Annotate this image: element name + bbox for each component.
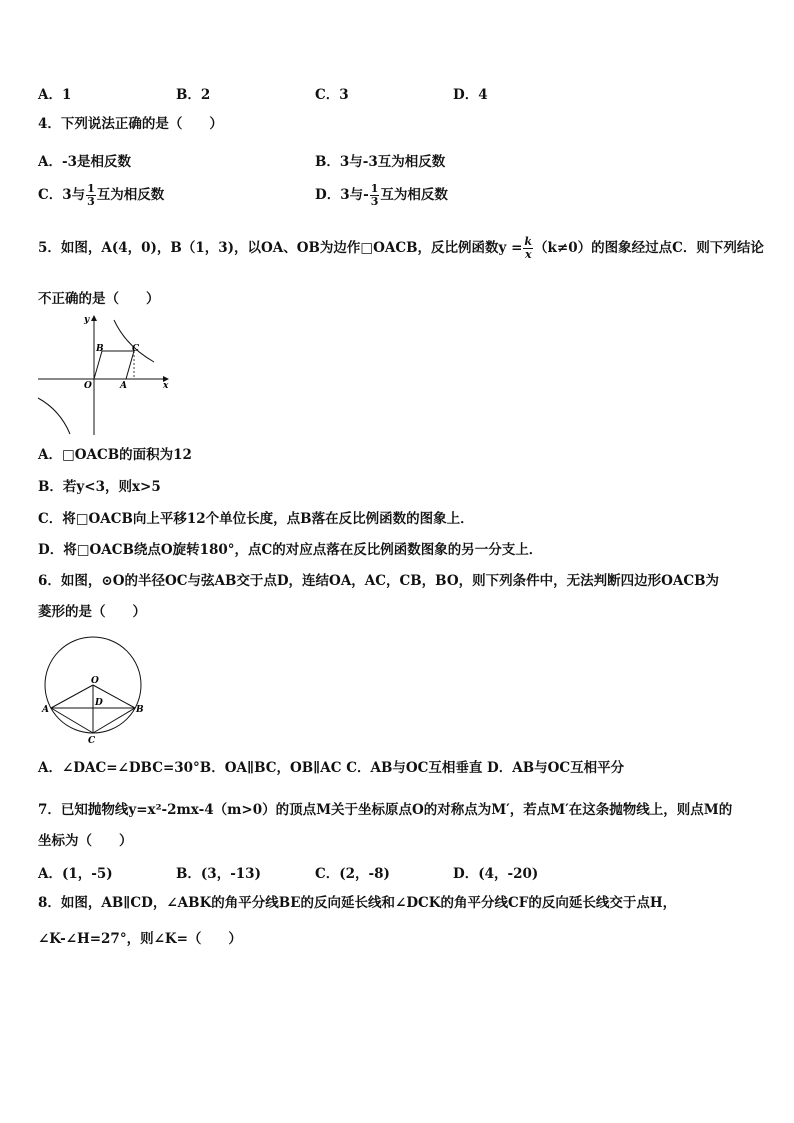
q4-option-d: D．3与- $\frac{1}{3}$ 互为相反数 [315,182,448,208]
q5-label-b: B [96,344,104,354]
q5-label-a: A [120,381,127,391]
q5-label-x: x [163,381,169,391]
q5-option-c: C．将□OACB向上平移12个单位长度，点B落在反比例函数的图象上． [38,511,474,527]
q7-option-d: D．(4，-20) [453,866,539,882]
q4-option-c: C．3与 $\frac{1}{3}$ 互为相反数 [38,182,165,208]
q6-segment-bc [93,708,135,733]
q5-hyperbola-branch-2 [38,398,70,434]
q6-stem-line2: 菱形的是（ ） [38,604,146,620]
q3-option-d: D．4 [453,87,488,103]
q5-label-o: O [84,381,92,391]
q6-options: A．∠DAC=∠DBC=30°B．OA∥BC，OB∥AC C．AB与OC互相垂直 D．AB与OC互相平分 [38,760,625,776]
q5-figure [30,310,180,440]
q6-stem-line1: 6．如图，⊙O的半径OC与弦AB交于点D，连结OA，AC，CB，BO，则下列条件中，无法判断四边形OACB为 [38,573,719,589]
q5-option-d: D．将□OACB绕点O旋转180°，点C的对应点落在反比例函数图象的另一分支上． [38,542,543,558]
q3-option-b: B．2 [176,87,211,103]
q6-label-c: C [88,736,96,745]
q7-stem-line2: 坐标为（ ） [38,833,133,849]
q5-stem-line2: 不正确的是（ ） [38,291,160,307]
q6-label-a: A [42,705,49,715]
q5-option-a: A．□OACB的面积为12 [38,447,192,463]
q5-option-b: B．若y<3，则x>5 [38,479,161,495]
q6-figure [38,630,148,745]
q3-option-a: A．1 [38,87,72,103]
q8-stem-line2: ∠K-∠H=27°，则∠K=（ ） [38,931,242,947]
q4-stem: 4．下列说法正确的是（ ） [38,116,223,132]
q3-option-c: C．3 [315,87,349,103]
q5-label-c: C [132,344,140,354]
q8-stem-line1: 8．如图，AB∥CD，∠ABK的角平分线BE的反向延长线和∠DCK的角平分线CF的反向延长线交于点H， [38,895,677,911]
q6-label-b: B [136,705,144,715]
q5-stem: 5．如图，A(4，0)，B（1，3)，以OA、OB为边作□OACB，反比例函数y = $\frac{k}{x}$ （k≠0）的图象经过点C．则下列结论 [38,235,764,261]
q5-label-y: y [84,315,90,325]
q6-label-o: O [91,676,99,686]
q7-option-a: A．(1，-5) [38,866,113,882]
q4-option-b: B．3与-3互为相反数 [315,154,446,170]
q6-segment-ac [51,708,93,733]
q4-option-a: A．-3是相反数 [38,154,131,170]
q6-segment-oa [51,685,93,708]
q7-stem-line1: 7．已知抛物线y=x²-2mx-4（m>0）的顶点M关于坐标原点O的对称点为M′，若点M′在这条抛物线上，则点M的 [38,802,733,818]
q5-parallelogram [94,351,134,379]
q7-option-c: C．(2，-8) [315,866,390,882]
q7-option-b: B．(3，-13) [176,866,261,882]
q6-label-d: D [95,698,103,708]
